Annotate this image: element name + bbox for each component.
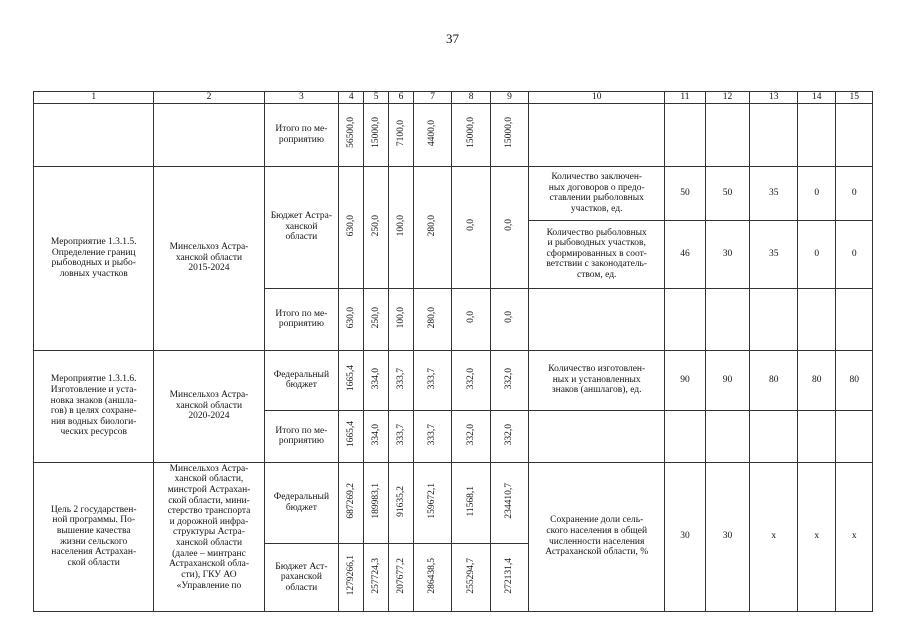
amount-cell <box>413 103 451 166</box>
amount-cell <box>413 544 451 611</box>
header-cell: 15 <box>836 92 873 104</box>
amount-value: 11568,1 <box>465 485 476 517</box>
indicator-cell <box>529 103 665 166</box>
funding-cell: Бюджет Астра- ханской области <box>264 166 339 288</box>
amount-value: 334,0 <box>370 367 381 389</box>
target-cell: 80 <box>750 350 798 410</box>
header-cell: 13 <box>750 92 798 104</box>
header-cell: 2 <box>154 92 264 104</box>
target-cell <box>705 288 750 350</box>
amount-cell <box>339 166 364 288</box>
header-cell: 4 <box>339 92 364 104</box>
funding-cell: Итого по ме- роприятию <box>264 410 339 462</box>
amount-value: 333,7 <box>427 423 438 445</box>
amount-value: 234410,7 <box>504 483 515 519</box>
table-row <box>34 103 873 166</box>
amount-value: 333,7 <box>395 423 406 445</box>
amount-cell <box>389 462 414 544</box>
target-cell: 35 <box>750 166 798 220</box>
amount-value: 286438,5 <box>427 557 438 594</box>
amount-value: 332,0 <box>465 423 476 445</box>
amount-cell <box>452 544 490 611</box>
amount-value: 630,0 <box>345 306 356 328</box>
header-cell: 7 <box>413 92 451 104</box>
indicator-cell <box>529 410 665 462</box>
funding-cell: Итого по ме- роприятию <box>264 103 339 166</box>
header-row <box>34 92 873 104</box>
activity-cell: Цель 2 государствен- ной программы. По- вышение качества жизни сельского населения Астрахан- ской области <box>34 462 154 611</box>
activity-cell: Мероприятие 1.3.1.6. Изготовление и уста- новка знаков (аншла- гов) в целях сохране- ния водных биологи- ческих ресурсов <box>34 350 154 462</box>
amount-cell <box>490 288 528 350</box>
target-cell: 0 <box>798 166 836 220</box>
funding-cell: Федеральный бюджет <box>264 462 339 544</box>
amount-value: 91635,2 <box>395 485 406 517</box>
header-cell: 5 <box>364 92 389 104</box>
amount-value: 100,0 <box>395 214 406 236</box>
amount-value: 189983,1 <box>370 483 381 519</box>
executor-cell: Минсельхоз Астра- ханской области 2020-2024 <box>154 350 264 462</box>
amount-cell <box>364 544 389 611</box>
target-cell <box>836 103 873 166</box>
target-cell <box>750 103 798 166</box>
amount-value: 15000,0 <box>370 117 381 149</box>
amount-value: 332,0 <box>504 367 515 389</box>
target-cell <box>836 410 873 462</box>
amount-value: 207677,2 <box>395 557 406 594</box>
executor-cell <box>154 103 264 166</box>
header-cell: 8 <box>452 92 490 104</box>
amount-cell <box>364 410 389 462</box>
amount-cell <box>413 166 451 288</box>
amount-cell <box>364 166 389 288</box>
activity-cell <box>34 103 154 166</box>
target-cell <box>665 410 705 462</box>
amount-value: 0,0 <box>465 219 476 232</box>
funding-cell: Федеральный бюджет <box>264 350 339 410</box>
amount-value: 0,0 <box>504 311 515 324</box>
header-cell: 10 <box>529 92 665 104</box>
executor-cell <box>154 462 264 611</box>
target-cell: 0 <box>798 220 836 288</box>
amount-value: 687269,2 <box>345 483 356 519</box>
indicator-cell: Количество заключен- ных договоров о предо- ставлении рыболовных участков, ед. <box>529 166 665 220</box>
target-cell <box>705 410 750 462</box>
amount-cell <box>389 544 414 611</box>
amount-value: 257724,3 <box>370 557 381 594</box>
amount-cell <box>389 103 414 166</box>
amount-value: 333,7 <box>395 367 406 389</box>
amount-value: 7100,0 <box>395 119 406 146</box>
amount-cell <box>490 544 528 611</box>
amount-value: 272131,4 <box>504 557 515 594</box>
amount-cell <box>389 166 414 288</box>
amount-value: 15000,0 <box>504 117 515 149</box>
amount-cell <box>413 288 451 350</box>
target-cell: 50 <box>705 166 750 220</box>
header-cell: 3 <box>264 92 339 104</box>
amount-cell <box>490 103 528 166</box>
target-cell: 0 <box>836 220 873 288</box>
target-cell: 90 <box>705 350 750 410</box>
table-row <box>34 462 873 544</box>
amount-value: 159672,1 <box>427 483 438 519</box>
header-cell: 14 <box>798 92 836 104</box>
amount-cell <box>452 166 490 288</box>
header-cell: 11 <box>665 92 705 104</box>
amount-value: 100,0 <box>395 306 406 328</box>
amount-value: 332,0 <box>465 367 476 389</box>
amount-cell <box>490 410 528 462</box>
amount-value: 56500,0 <box>345 117 356 149</box>
header-cell: 6 <box>389 92 414 104</box>
amount-value: 1665,4 <box>345 365 356 392</box>
amount-cell <box>339 288 364 350</box>
amount-cell <box>452 103 490 166</box>
funding-cell: Итого по ме- роприятию <box>264 288 339 350</box>
indicator-cell <box>529 288 665 350</box>
target-cell: 80 <box>836 350 873 410</box>
target-cell: 35 <box>750 220 798 288</box>
funding-cell: Бюджет Аст- раханской области <box>264 544 339 611</box>
amount-value: 630,0 <box>345 214 356 236</box>
amount-value: 15000,0 <box>465 117 476 149</box>
target-cell: 80 <box>798 350 836 410</box>
target-cell: 30 <box>665 462 705 611</box>
indicator-cell: Количество рыболовных и рыбоводных участков, сформированных в соот- ветствии с законодатель- ством, ед. <box>529 220 665 288</box>
amount-value: 280,0 <box>427 306 438 328</box>
target-cell: 0 <box>836 166 873 220</box>
amount-cell <box>339 462 364 544</box>
indicator-cell: Количество изготовлен- ных и установленных знаков (аншлагов), ед. <box>529 350 665 410</box>
indicator-cell: Сохранение доли сель- ского населения в общей численности населения Астраханской области, % <box>529 462 665 611</box>
amount-cell <box>339 103 364 166</box>
amount-cell <box>490 462 528 544</box>
target-cell <box>798 288 836 350</box>
amount-cell <box>339 410 364 462</box>
target-cell: х <box>798 462 836 611</box>
executor-text: Минсельхоз Астра- ханской области, минстрой Астрахан- ской области, мини- стерство транспорта и дорожной инфра- структуры Астра- ханской области (далее – минтранс Астраханской обла- сти), ГКУ АО «Управление по <box>167 463 251 591</box>
target-cell <box>798 410 836 462</box>
amount-value: 1279266,1 <box>345 555 356 596</box>
amount-value: 333,7 <box>427 367 438 389</box>
target-cell: 90 <box>665 350 705 410</box>
target-cell <box>750 410 798 462</box>
target-cell: х <box>750 462 798 611</box>
header-cell: 12 <box>705 92 750 104</box>
amount-cell <box>413 462 451 544</box>
target-cell <box>705 103 750 166</box>
amount-cell <box>413 410 451 462</box>
amount-cell <box>452 410 490 462</box>
amount-cell <box>389 410 414 462</box>
amount-value: 0,0 <box>504 219 515 232</box>
amount-cell <box>364 288 389 350</box>
amount-value: 334,0 <box>370 423 381 445</box>
header-cell: 1 <box>34 92 154 104</box>
amount-cell <box>364 350 389 410</box>
executor-cell: Минсельхоз Астра- ханской области 2015-2024 <box>154 166 264 350</box>
amount-value: 250,0 <box>370 306 381 328</box>
amount-value: 250,0 <box>370 214 381 236</box>
amount-cell <box>364 103 389 166</box>
target-cell <box>798 103 836 166</box>
amount-cell <box>490 166 528 288</box>
amount-value: 332,0 <box>504 423 515 445</box>
amount-value: 1665,4 <box>345 421 356 448</box>
target-cell: 30 <box>705 220 750 288</box>
activity-cell: Мероприятие 1.3.1.5. Определение границ рыбоводных и рыбо- ловных участков <box>34 166 154 350</box>
amount-cell <box>364 462 389 544</box>
amount-cell <box>339 350 364 410</box>
amount-cell <box>452 350 490 410</box>
target-cell <box>836 288 873 350</box>
target-cell: 46 <box>665 220 705 288</box>
page-number: 37 <box>446 31 459 46</box>
target-cell <box>665 103 705 166</box>
amount-value: 255294,7 <box>465 557 476 594</box>
amount-cell <box>413 350 451 410</box>
amount-cell <box>490 350 528 410</box>
target-cell: х <box>836 462 873 611</box>
table-row <box>34 166 873 220</box>
amount-cell <box>452 288 490 350</box>
amount-cell <box>389 288 414 350</box>
amount-value: 0,0 <box>465 311 476 324</box>
header-cell: 9 <box>490 92 528 104</box>
amount-value: 280,0 <box>427 214 438 236</box>
amount-value: 4400,0 <box>427 119 438 146</box>
amount-cell <box>452 462 490 544</box>
target-cell <box>665 288 705 350</box>
amount-cell <box>389 350 414 410</box>
target-cell: 50 <box>665 166 705 220</box>
table-row <box>34 350 873 410</box>
target-cell: 30 <box>705 462 750 611</box>
target-cell <box>750 288 798 350</box>
amount-cell <box>339 544 364 611</box>
program-table <box>33 91 873 612</box>
